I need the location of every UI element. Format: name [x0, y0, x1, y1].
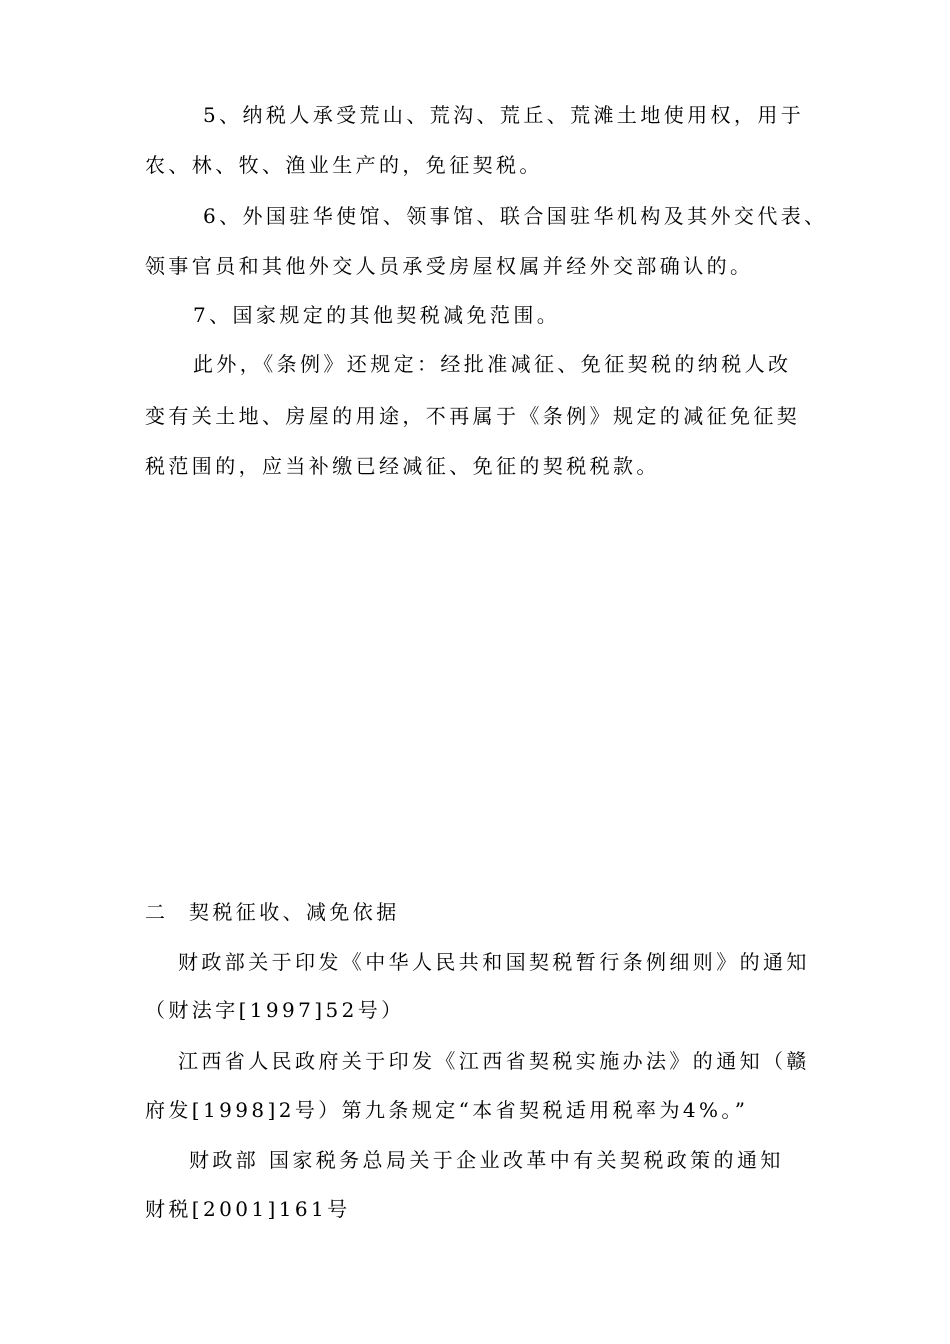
paragraph-6-line-2: 领事官员和其他外交人员承受房屋权属并经外交部确认的。	[145, 254, 754, 278]
section-number: 二	[145, 900, 169, 924]
paragraph-6-line-1: 6、外国驻华使馆、领事馆、联合国驻华机构及其外交代表、	[203, 204, 828, 228]
reference-1-line-2: （财法字[1997]52号）	[145, 998, 405, 1022]
reference-2-line-1: 江西省人民政府关于印发《江西省契税实施办法》的通知（赣	[178, 1049, 810, 1073]
paragraph-additional-line-2: 变有关土地、房屋的用途，不再属于《条例》规定的减征免征契	[145, 404, 801, 428]
paragraph-additional-line-3: 税范围的，应当补缴已经减征、免征的契税税款。	[145, 454, 660, 478]
paragraph-7-line-1: 7、国家规定的其他契税减免范围。	[193, 303, 561, 327]
section-title: 契税征收、减免依据	[189, 900, 400, 924]
reference-3-line-1: 财政部 国家税务总局关于企业改革中有关契税政策的通知	[189, 1148, 784, 1172]
reference-3-line-2: 财税[2001]161号	[145, 1197, 351, 1221]
paragraph-additional-line-1: 此外，《条例》还规定：经批准减征、免征契税的纳税人改	[193, 352, 792, 376]
paragraph-5-line-2: 农、林、牧、渔业生产的，免征契税。	[145, 153, 543, 177]
reference-1-line-1: 财政部关于印发《中华人民共和国契税暂行条例细则》的通知	[178, 950, 810, 974]
paragraph-5-line-1: 5、纳税人承受荒山、荒沟、荒丘、荒滩土地使用权，用于	[203, 103, 805, 127]
section-heading	[145, 898, 400, 926]
reference-2-line-2: 府发[1998]2号）第九条规定“本省契税适用税率为4%。”	[145, 1098, 749, 1122]
